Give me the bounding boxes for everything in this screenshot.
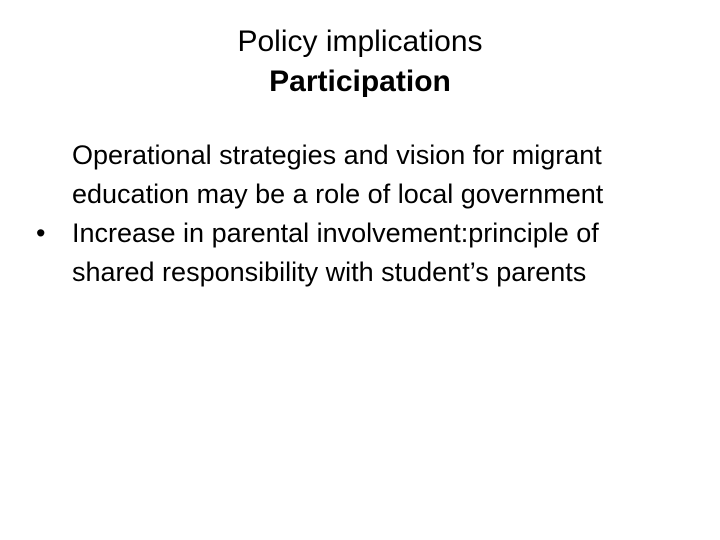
slide-subtitle: Participation [269, 65, 451, 98]
bullet-marker: • [36, 218, 46, 248]
list-item [36, 214, 686, 292]
slide-title: Policy implications [237, 25, 483, 58]
title-block [0, 22, 720, 102]
list-item-text: Increase in parental involvement:principle of shared responsibility with student’s parents [72, 218, 599, 287]
bullet-list [36, 136, 686, 292]
list-item-text: Operational strategies and vision for migrant education may be a role of local government [72, 140, 604, 209]
list-item [36, 136, 686, 214]
